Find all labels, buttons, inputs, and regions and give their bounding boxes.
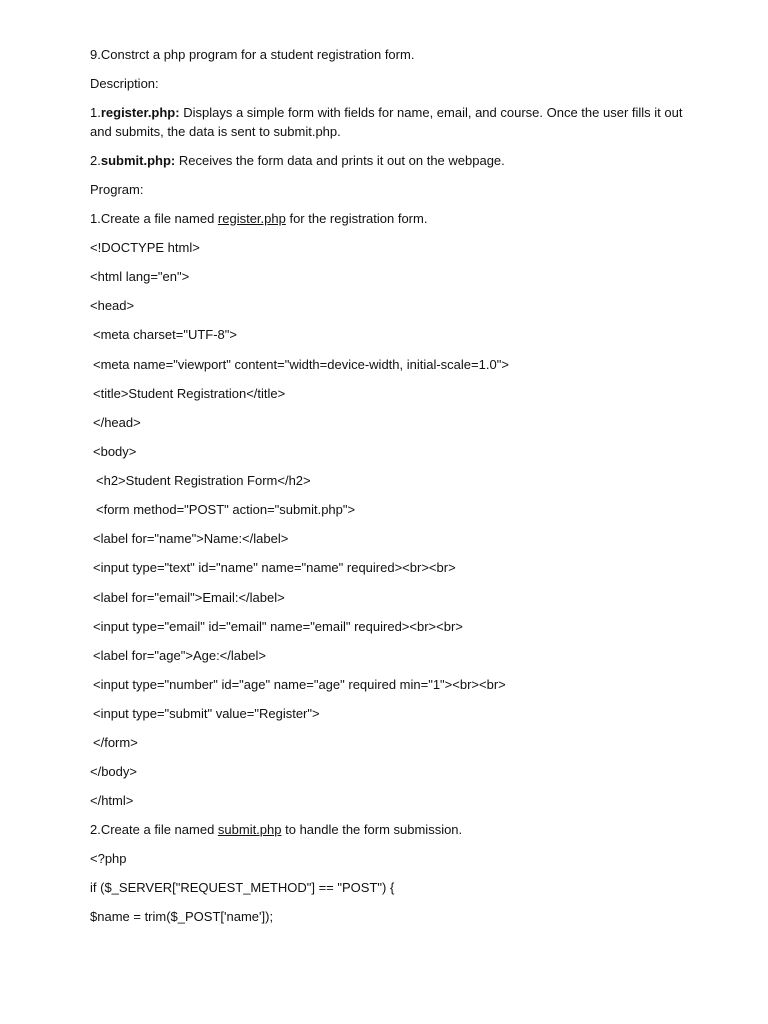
code-line: <label for="name">Name:</label> [93, 531, 289, 546]
code-line: <body> [93, 444, 137, 459]
code-line: </body> [90, 764, 137, 779]
code-line: <input type="number" id="age" name="age" required min="1"><br><br> [93, 677, 506, 692]
register-php-filename: register.php [217, 211, 286, 226]
item-text: Displays a simple form with fields for name, email, and course. Once the user fills it out and submits, the data is sent to submit.php. [90, 105, 683, 139]
code-line: <meta charset="UTF-8"> [93, 327, 237, 342]
code-line: <label for="age">Age:</label> [93, 648, 266, 663]
step-prefix: 1.Create a file named [90, 211, 218, 226]
program-label: Program: [90, 182, 144, 197]
file-name: submit.php: [100, 153, 176, 168]
code-line: </html> [90, 793, 134, 808]
code-line: <?php [90, 851, 127, 866]
submit-php-filename: submit.php [217, 822, 282, 837]
step-suffix: for the registration form. [285, 211, 428, 226]
code-line: <input type="email" id="email" name="email" required><br><br> [93, 619, 463, 634]
code-line: $name = trim($_POST['name']); [90, 909, 274, 924]
code-line: </form> [93, 735, 138, 750]
code-line: <!DOCTYPE html> [90, 240, 200, 255]
code-line: if ($_SERVER["REQUEST_METHOD"] == "POST") { [90, 880, 395, 895]
step-suffix: to handle the form submission. [281, 822, 463, 837]
code-line: <head> [90, 298, 135, 313]
code-line: <title>Student Registration</title> [93, 386, 286, 401]
item-text: Receives the form data and prints it out on the webpage. [175, 153, 505, 168]
heading: 9.Constrct a php program for a student registration form. [90, 47, 415, 62]
code-line: <html lang="en"> [90, 269, 190, 284]
step-prefix: 2.Create a file named [90, 822, 218, 837]
code-line: <form method="POST" action="submit.php"> [96, 502, 356, 517]
step-1-text [90, 209, 690, 228]
code-line: <input type="submit" value="Register"> [93, 706, 320, 721]
description-label: Description: [90, 76, 159, 91]
code-line: <h2>Student Registration Form</h2> [96, 473, 311, 488]
description-item-submit [90, 151, 690, 170]
code-line: </head> [93, 415, 141, 430]
file-name: register.php: [100, 105, 180, 120]
item-number: 2. [90, 153, 101, 168]
item-number: 1. [90, 105, 101, 120]
step-2-text [90, 820, 690, 839]
code-line: <meta name="viewport" content="width=device-width, initial-scale=1.0"> [93, 357, 509, 372]
description-item-register [90, 103, 690, 141]
code-line: <input type="text" id="name" name="name" required><br><br> [93, 560, 456, 575]
code-line: <label for="email">Email:</label> [93, 590, 285, 605]
